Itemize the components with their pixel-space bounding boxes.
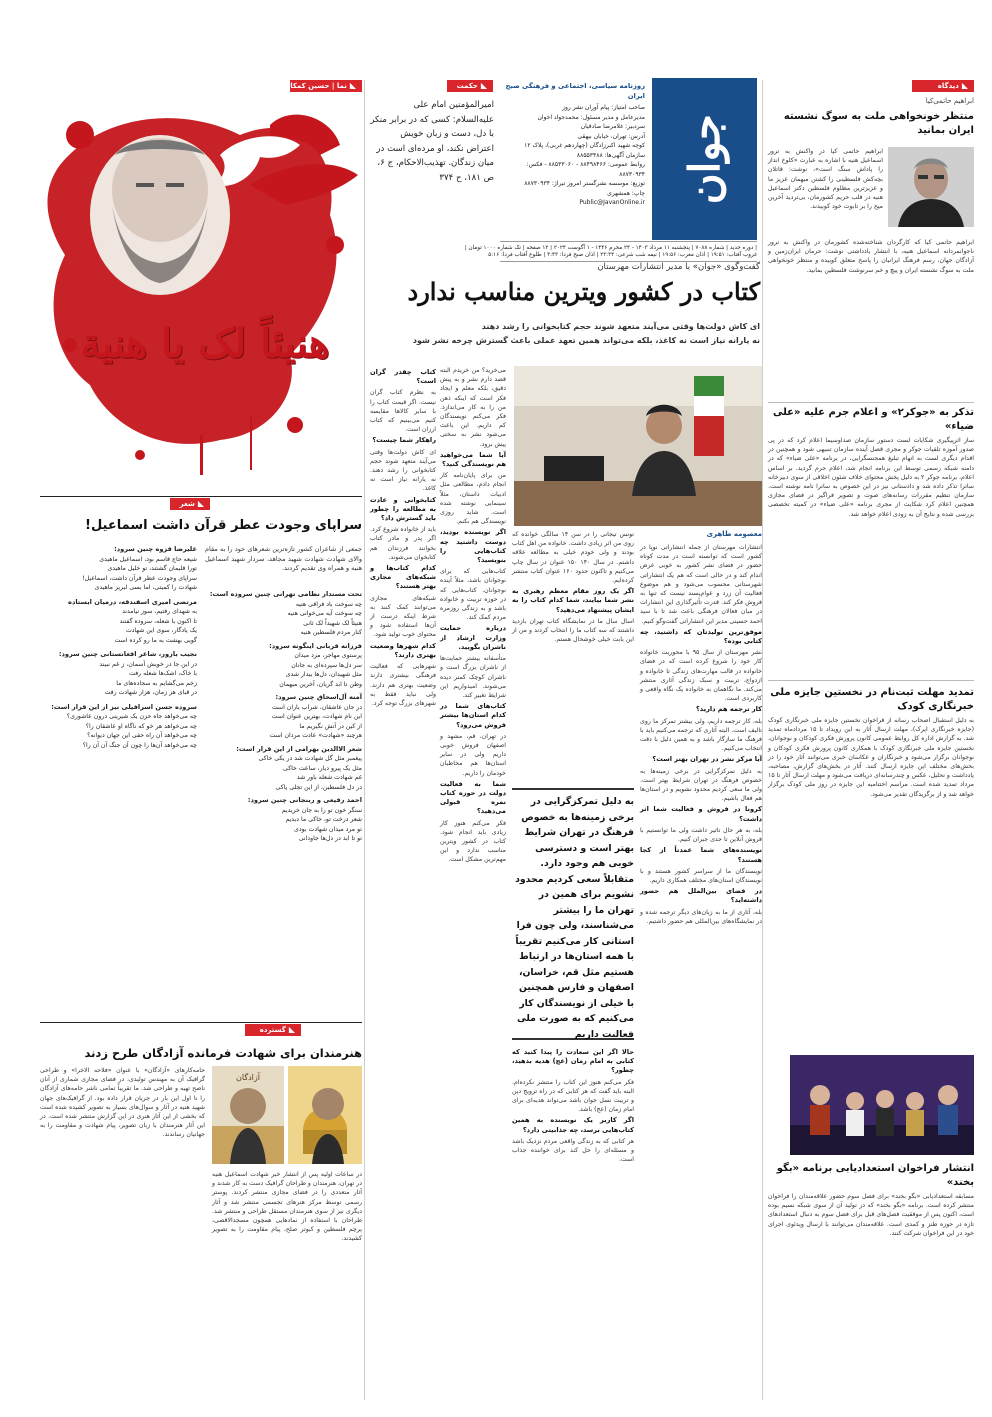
bogobokhand-svg — [790, 1055, 974, 1155]
masthead-info — [500, 82, 645, 232]
interview-a8: فکر می‌کنم هنوز این کتاب را منتشر نکرده‌ام. البته باید گفت که هر کتابی که در راه ترویج دین و تربیت نسل جوان باشد می‌تواند هدیه‌ای برای امام زمان (عج) باشد. — [512, 1078, 634, 1114]
masthead-line-3: آدرس: تهران، خیابان بیهقی — [577, 132, 645, 140]
interview-q19: کدام شهرها وضعیت بهتری دارند؟ — [370, 641, 436, 659]
poem-r0: تحت مستدار نظامی تهرانی چنین سروده است: چه سوخت باد فراقی هنیه چه سوخت آیه می‌خوانی هنیه هنیئاً لک شهیداً لک ثانی کنار مردم فلسطین هنیه — [209, 590, 362, 636]
interview-q2: کار ترجمه هم دارید؟ — [695, 705, 762, 714]
poem-l2: نجیب بارور، شاعر افغانستانی چنین سرود: در این جا در خویش آسمان، ز غم نبیند با خاک، اشک‌ها شعله رفت زخم می‌گشایم به سجاده‌های ما در قبای هر زمان، هزار شهادت رفت — [58, 650, 197, 696]
didgah-tag: ◣دیدگاه — [912, 80, 974, 92]
interview-q1: موفق‌ترین تولیدتان که داشتید، چه کتابی بوده؟ — [640, 627, 762, 646]
gostare-col-left: در ساعات اولیه پس از انتشار خبر شهادت اسماعیل هنیه در تهران، هنرمندان و طراحان گرافیک دست به کار شدند و آثار متعددی را در فضای مجازی منتشر کردند. پوستر رسمی توسط مرکز هنرهای تجسمی منتشر شد و آثار دیگری نیز از سوی هنرمندان مستقل طراحی و منتشر شد. طراحان با استفاده از نمادهایی همچون مسجدالاقصی، پرچم فلسطین و کبوتر صلح، پیام مقاومت را به تصویر کشیدند. — [212, 1171, 362, 1243]
interview-a17: باید از خانواده شروع کرد. اگر پدر و مادر کتاب بخوانند فرزندان هم کتابخوان می‌شوند. — [370, 526, 436, 561]
interview-col4-text: می‌خرید؟ من خریدم البته قصد دارم نشر و به پیش دقیق، بلکه معلم و ایجاد فکر است که اینکه ذهن من را به کار می‌اندازد. فکر می‌کنم نویسندگان کم داریم. این باعث می‌شود نشر به سختی پیش برود. — [440, 367, 506, 448]
masthead-line-5: سازمان آگهی‌ها: ۸۸۵۵۳۴۸۸ — [576, 151, 645, 159]
interview-a1: نشر مهرستان از سال ۹۵ با محوریت خانواده کار خود را شروع کرده است که در فضای خانواده در قالب مهارت‌های زندگی تا خانواده و ازدواج، تربیت و سبک زندگی آثاری منتشر می‌کند. ما نگاهمان به خانواده یک نگاه واقعی و کاربردی است. — [640, 649, 762, 703]
didgah-portrait-svg — [888, 147, 974, 227]
interview-a14: فکر می‌کنم هنوز کار زیادی باید انجام شود. کتاب در کشور ویترین مناسب ندارد و این مهم‌ترین مشکل است. — [440, 819, 506, 864]
interview-lead-2: نه یارانه نیاز است نه کاغذ، بلکه می‌تواند همین تعهد عملی باعث گسترش چرخه نشر شود — [412, 336, 760, 345]
poster-slogan: هنیئاً لک یا هنیة — [80, 320, 330, 367]
interview-a12: متأسفانه بیشتر حمایت‌ها از ناشران بزرگ است و ناشران کوچک کمتر دیده می‌شوند. امیدواریم این شرایط تغییر کند. — [440, 655, 506, 699]
interview-a11: کتاب‌هایی که برای نوجوانان باشد، مثلاً آینده نوجوانان. کتاب‌هایی که در حوزه تربیت و خانواده باشد و به زندگی روزمره مردم کمک کند. — [440, 568, 506, 622]
didgah-p1: ابراهیم حاتمی کیا در واکنش به ترور اسماعیل هنیه با اشاره به عبارت «کلوخ انداز را پاداش سنگ است»، نوشت: قاتلان بچه‌کش فلسطینی را کشتن میهمان عزیز ما و عزیزترین مظلوم فلسطین دکتر اسماعیل هنیه در قلب حریم کشورمان، بی‌تردید آخرین میخ را بر تابوت خود کوبیدند. — [768, 148, 883, 211]
hekmat-text: امیرالمؤمنین امام علی علیه‌السلام: کسی که در برابر منکر با دل، دست و زبان خویش اعتراض نکند، او مرده‌ای است در میان زندگان. تهذیب‌الاحکام، ج ۶، ص ۱۸۱، ح ۳۷۴ — [370, 100, 494, 183]
interview-q14: شما به فعالیت دولت در حوزه کتاب نمره قبولی می‌دهید؟ — [440, 779, 506, 816]
dateline-2: غروب آفتاب: ۱۹:۵۱ | اذان مغرب: ۱۹:۵۶ | نیمه شب شرعی: ۲۳:۳۴ | اذان صبح فردا: ۳:۴۳ | طلوع آفتاب فردا: ۵:۱۶ — [500, 251, 757, 262]
interview-q12: درباره حمایت وزارت ارشاد از ناشران بگویید. — [440, 624, 506, 651]
interview-a18: شبکه‌های مجازی می‌توانند کمک کنند به شرط اینکه درست از آن‌ها استفاده شود و محتوای خوب تولید شود. — [370, 594, 436, 639]
sher-poems-left — [40, 545, 197, 1010]
didgah-p2: ابراهیم حاتمی کیا که کارگردان شناخته‌شده کشورمان در واکنش به ترور ناجوانمردانه اسماعیل هنیه، با انتشار یادداشتی نوشت: حرمان ایران‌زمین و آزادگان جهان، رسم فرهنگ ایرانیان را پاسخ متعلق کوبیده و منتظر خونخواهی ملت به سوگ نشسته ایران و پیچ‌ و‌ خم سرنوشت فلسطین بمانید. — [768, 239, 974, 274]
interview-q16: راهکار شما چیست؟ — [372, 436, 436, 445]
interview-byline: معصومه طاهری — [706, 530, 762, 538]
svg-text:آزادگان: آزادگان — [236, 1073, 260, 1082]
interview-a9: هر کتابی که به زندگی واقعی مردم نزدیک باشد و مسئله‌ای را حل کند برای خواننده جذاب است. — [512, 1137, 634, 1164]
interview-col3-text: تونس تیجانی را در سن ۱۴ سالگی خوانده که روی من اثر زیادی داشت. خانواده من اهل کتاب بودند و ولی خودم خیلی به مطالعه علاقه داشتم. در سال ۱۴۰ ۱۵۰ عنوان در سال چاپ می‌کنیم و تاکنون حدود ۱۶۰ عنوان کتاب منتشر کرده‌ایم. — [512, 531, 634, 585]
poster-svg — [40, 95, 362, 485]
interview-intro: انتشارات مهرستان از جمله انتشاراتی نوپا در کشور است که توانسته است در مدت کوتاه حضور در فضای نشر کشور به خوبی عرض اندام کند و در حالی است که هم یک انتشاراتی شهرستانی محسوب می‌شود و هم موضوع فعالیت آن زرد و عوام‌پسند نیست که تنها به فروش فکر کند. قدرت تأثیرگذاری این انتشارات در میان فعالان فرهنگی باعث شد تا با سید احمد حسینی مدیر این انتشاراتی گفت‌وگو کنیم. — [640, 544, 762, 625]
interview-a13: در تهران، قم، مشهد و اصفهان فروش خوبی داریم ولی در سایر استان‌ها هم مخاطبان خودمان را داریم. — [440, 732, 506, 777]
didgah-photo — [888, 147, 974, 227]
interview-a2: بله، کار ترجمه داریم، ولی بیشتر تمرکز ما روی تالیف است. البته آثاری که ترجمه می‌کنیم باید با فرهنگ ما سازگار باشد و به همین دلیل با دقت انتخاب می‌کنیم. — [640, 717, 762, 753]
masthead-line-2: سردبیر: غلامرضا صادقیان — [580, 123, 645, 130]
interview-title: کتاب در کشور ویترین مناسب ندارد — [407, 277, 760, 306]
didgah-title: منتظر خونخواهی ملت به سوگ نشسته ایران بمانید — [783, 111, 974, 136]
interview-q10: آیا شما می‌خواهید هم نویسندگی کنید؟ — [440, 450, 506, 469]
interview-pullquote: به دلیل تمرکزگرایی در برخی زمینه‌ها به خصوص فرهنگ در تهران شرایط بهتر است و دسترسی خوبی هم وجود دارد. متقابلاً سعی کردیم محدود نشویم برای همین در تهران ما را بیشتر می‌شناسند، ولی چون فرا استانی کار می‌کنیم تقریباً با همه استان‌ها در ارتباط هستیم مثل قم، خراسان، اصفهان و فارس همچنین با خیلی از نویسندگان کار می‌کنیم که به صورت ملی فعالیت داریم — [512, 788, 634, 1040]
interview-q18: کدام کتاب‌ها و شبکه‌های مجازی بهتر هستند؟ — [370, 564, 436, 591]
gostare-poster-2-svg — [288, 1066, 362, 1164]
interview-q4: کرونا در فروش و فعالیت شما اثر داشت؟ — [640, 805, 762, 823]
gostare-col-right: حامه‌کارهای «آزادگان» با عنوان «فلاحه الاخرا» و طراحی گرافیک آن به مهندس تولیدی، در فضای مجازی شماری از آنان ناصح تهیه و طراحی شد. ما تقریباً تمامی ناشر حامه‌های آزادگان را تا اول این بار در جریان قرار داده بود. از گرافیک‌های جهان شهید هنیه در آثار و سوال‌های بسیار به تصویر کشیده شده است که بخشی از این آثار هنری در این گزارش منتشر شده است. در این آثار هنرمندان با زبان تصویر، پیام شهادت و مقاومت را به جهانیان رساندند. — [40, 1067, 205, 1139]
hekmat-tag: ◣حکمت — [447, 80, 493, 92]
masthead-tagline: روزنامه سیاسی، اجتماعی و فرهنگی صبح ایران — [505, 82, 645, 100]
interview-a19: شهرهایی که فعالیت فرهنگی بیشتری دارند وضعیت بهتری هم دارند. ولی نباید فقط به شهرهای بزرگ توجه کرد. — [370, 663, 436, 707]
poem-l0: علیرضا قزوه چنین سرود: شیعه حاج قاسم بود، اسماعیل ماهیدی تورا قلیمان گشتند، تو خلیل ماهیدی سراپای وجودت عطر قرآن داشت، اسماعیل! شهادت را کمیتی، اما بسی لبریز ماهیدی — [82, 545, 197, 591]
masthead-line-6: روابط عمومی: ۸۸۴۹۸۴۶۶ - ۸۸۵۳۳۰۶۰ - فکس: ۸۸۷۳۰۹۳۴ — [526, 161, 645, 178]
interview-q11: اگر نویسنده بودید، دوست داشتید چه کتاب‌هایی را بنویسید؟ — [440, 528, 506, 565]
interview-kicker: گفت‌وگوی «جوان» با مدیر انتشارات مهرستان — [597, 262, 760, 272]
interview-q17: کتابخوانی و عادت به مطالعه را چطور باید گسترش داد؟ — [370, 495, 436, 523]
masthead-line-7: توزیع: موسسه نشرگستر امروز تیراژ: ۸۸۷۳۰۹۳۴ — [524, 180, 645, 187]
gostare-tag: ◣گسترده — [245, 1024, 301, 1036]
sher-tag: ◣شعر — [170, 498, 210, 510]
interview-a10: من برای پایان‌نامه کار انجام دادم، مطالعی مثل ادبیات داستان، مثلاً سینمایی نوشته شده است. شاید روزی نویسندگی هم بکنم. — [440, 472, 506, 526]
sher-title: سراپای وجودت عطر قرآن داشت اسماعیل! — [85, 518, 362, 533]
gostare-title: هنرمندان برای شهادت فرمانده آزادگان طرح زدند — [84, 1046, 362, 1060]
interview-q7: اگر یک روز مقام معظم رهبری به نشر شما بیایند، شما کدام کتاب را به ایشان پیشنهاد می‌دهید؟ — [512, 587, 634, 614]
bogobokhand-text: مسابقه استعدادیابی «بگو بخند» برای فصل سوم حضور علاقه‌مندان را فراخوان منتشر کرده است. برنامه «بگو بخند» که در تولید آن از سوی شبکه نسیم بوده است، اکنون پس از موفقیت فصل‌های قبل برای فصل سوم به دنبال استعدادهای تازه در حوزه طنز و کمدی است. علاقه‌مندان می‌توانند با ارسال ویدئوی اجرای خود در این فراخوان شرکت کنند. — [768, 1193, 974, 1237]
interview-q15: کتاب چقدر گران است؟ — [370, 368, 436, 386]
bogobokhand-title: انتشار فراخوان استعدادیابی برنامه «بگو بخند» — [776, 1163, 974, 1188]
poem-l3: سروده حسن اسرافیلی نیز از این قرار است: چه می‌خواهد جاه حزن یک شیرینی درون عاشوری؟ چه می‌خواهد هر خو که ناگاه او عاشقان را؟ چه می‌خواهد آن راه حقی این جهان دیوانه؟ چه می‌خواهد آن‌ها را چون آن جنگ آن آن را؟ — [51, 702, 197, 749]
jokar-text: ساز اثرپیگیری شکایات لست دستور سازمان صداوسیما اعلام کرد که در پی صدور آموزه تلقیات جوکر و مجری قصل آینده سازمان تنبیهی شود و همچنین در اقدام دیگری لست به اتهام تبلیغ همجنسگرایی، در برنامه «علی ضیاء» که در دامنه شبکه رسمی توسط این برنامه انجام شد، اعلام جرم گردید. بر اساس اعلام، برنامه جوکر ۲ به دلیل پخش محتوای خلاف شئون اخلاقی از سوی دبیرخانه ساترا تذکر داده شد و دادستانی نیز در این خصوص به ساترا نامه نوشته است. سازمان تنظیم مقررات رسانه‌های صوت و تصویر فراگیر در فضای مجازی همچنین اعلام کرد شکایت از مجری برنامه «علی ضیاء» در کمیته تخصصی بررسی شده و نتایج آن به زودی اعلام خواهد شد. — [768, 437, 974, 518]
interview-a5: نویسندگان ما از سراسر کشور هستند و با نویسندگان استان‌های مختلف همکاری داریم. — [640, 867, 762, 884]
jokar-title: تذکر به «جوکر۲» و اعلام جرم علیه «علی ضیاء» — [772, 407, 974, 432]
masthead-email: Public@JavanOnline.ir — [579, 199, 645, 206]
sher-intro: جمعی از شاعران کشور تازه‌ترین شعرهای خود را به مقام والای شهادت شهادت شهید مجاهد، سردار شهید اسماعیل هنیه و همراه وی تقدیم کردند. — [205, 545, 362, 572]
poster-tag: ◣نما | حسین کمکار — [290, 80, 362, 92]
interview-col-3 — [440, 366, 506, 1398]
masthead-line-8: چاپ: همشهری — [607, 189, 645, 197]
interview-a3: به دلیل تمرکزگرایی در برخی زمینه‌ها به خصوص فرهنگ در تهران شرایط بهتر است. ولی ما سعی کردیم محدود نشویم و در استان‌ها هم فعال باشیم. — [640, 767, 762, 803]
interview-photo — [514, 366, 762, 526]
interview-q9: اگر کاربر یک نویسنده به همین کتاب‌هایی برسد، چه جذابیتی دارد؟ — [512, 1116, 634, 1134]
gostare-poster-2 — [288, 1066, 362, 1164]
poem-r4: احمد رفیعی و ربنجانی چنین سرود: سنگر خون تو را به جان خریدیم شعر درخت تو، خاکی ما دیدیم تو مرد میدان شهادت بودی تو تا ابد در دل‌ها جاودانی — [247, 796, 362, 842]
interview-q6: در فضای بین‌الملل هم حضور داشته‌اید؟ — [640, 887, 762, 905]
mohlat-title: تمدید مهلت ثبت‌نام در نخستین جایزه ملی خبرنگاری کودک — [770, 687, 974, 712]
interview-col-1 — [640, 543, 762, 1398]
interview-photo-svg — [514, 366, 762, 526]
interview-col-4 — [370, 366, 436, 1398]
masthead-logo — [652, 78, 757, 240]
gostare-poster-1 — [212, 1066, 284, 1164]
interview-q5: نویسنده‌های شما عمدتاً از کجا هستند؟ — [640, 846, 762, 864]
interview-a6: بله، آثاری از ما به زبان‌های دیگر ترجمه شده و در نمایشگاه‌های بین‌المللی هم حضور داشتیم. — [640, 908, 762, 925]
poem-r2: آمنه آل‌اسحاق چنین سرود: در جان عاشقان، شراب باران است این نام شهادت، بهترین عنوان است از کین در آتش نگیریم ما هرچند «شهادت» عادت مردان است — [269, 693, 362, 739]
interview-a4: بله، به هر حال تاثیر داشت ولی ما توانستیم با فروش آنلاین تا حدی جبران کنیم. — [640, 826, 762, 844]
poem-r3: شعر الاالدین بهرامی از این قرار است: پیغمبر مثل گل شهادت شد در یکی خاکی مثل یک پیرو دیار، ساعت خاکی غم شهادت شعله باور شد در دل فلسطین، از این تجلی پاکی — [236, 744, 362, 791]
poem-r1: فرزانه قربانی اینگونه سرود: پرستوی مهاجر، مرد میدان سر دل‌ها سپرده‌ای به جانان مثل شهیدان، دل‌ها بیدار شدی وطن تا ابد گریان، آخرین میهمان — [269, 641, 362, 688]
logo-text: جوان — [680, 113, 729, 205]
interview-q13: کتاب‌های شما در کدام استان‌ها بیشتر فروش می‌رود؟ — [440, 702, 506, 729]
poem-l1: مرتضی امیری اسفندقه، درمیان ایستاده به شهدای رفتیم، سوز نیامدند تا اکنون با شعله، سروده گفتند یک یادگار، سوی این شهادت گویی بهشت به ما رو کرده است — [68, 597, 197, 644]
interview-a16: ای کاش دولت‌ها وقتی می‌آیند متعهد شوند حجم کتابخوانی را رشد دهند. نه یارانه نیاز است نه کاغذ. — [370, 448, 436, 493]
masthead-line-0: صاحب امتیاز: پیام آوران نشر روز — [562, 104, 645, 111]
poster-artwork — [40, 95, 362, 485]
masthead-line-4: کوچه شهید اکبرزادگان (چهاردهم غربی)، پلاک ۱۲ — [524, 142, 645, 149]
didgah-author: ابراهیم حاتمی‌کیا — [925, 97, 974, 105]
interview-q3: آیا مرکز نشر در تهران بهتر است؟ — [652, 755, 762, 764]
bogobokhand-photo — [790, 1055, 974, 1155]
interview-col-2b — [512, 1046, 634, 1398]
interview-a7: اسال سال ما در نمایشگاه کتاب تهران بازدید داشتند که سه کتاب ما را انتخاب کردند و من از این بابت خیلی خوشحال هستم. — [512, 617, 634, 644]
masthead-line-1: مدیرعامل و مدیر مسئول: محمدجواد اخوان — [537, 113, 645, 121]
interview-q8: حالا اگر این سعادت را پیدا کنید که کتابی به امام زمان (عج) هدیه بدهید، چطور؟ — [512, 1048, 634, 1075]
interview-lead-1: ای کاش دولت‌ها وقتی می‌آیند متعهد شوند حجم کتابخوانی را رشد دهند — [481, 322, 760, 331]
dateline: | دوره جدید | شماره ۷۰۸۸ | پنجشنبه ۱۱ مرداد ۱۴۰۳ - ۲۴ محرم ۱۴۴۶ - ۱ آگوست ۲۰۲۴ | ۱۲ صفحه | تک شماره ۱۰۰۰ تومان | — [500, 241, 757, 252]
interview-a15: به نظرم کتاب گران نیست. اگر قیمت کتاب را با سایر کالاها مقایسه کنیم می‌بینیم که کتاب ارزان است. — [370, 389, 436, 434]
interview-col-2 — [512, 530, 634, 780]
mohlat-text: به دلیل استقبال اصحاب رسانه از فراخوان نخستین جایزه ملی خبرنگاری کودک (جایزه خبرنگاری اپرک)، مهلت ارسال آثار به این رویداد تا ۱۵ مردادماه تمدید شد. به گزارش اداره کل روابط عمومی کانون پرورش فکری کودکان و نوجوانان، نخستین جایزه ملی خبرنگاری کودک با همکاری کانون پرورش فکری کودکان و نوجوانان برگزار می‌شود و خبرنگاران و عکاسان خبری می‌توانند آثار خود را در بخش‌های مختلف این جایزه ارسال کنند. آثار در بخش‌های گزارش، مصاحبه، یادداشت و تحلیل، عکس و چندرسانه‌ای دریافت می‌شود و مهلت ارسال آثار تا ۱۵ مرداد تمدید شده است. مراسم اختتامیه این جایزه در روز ملی کودک برگزار خواهد شد و از برگزیدگان تقدیر می‌شود. — [768, 717, 974, 798]
sher-poems-right — [205, 590, 362, 1010]
gostare-poster-1-svg — [212, 1066, 284, 1164]
